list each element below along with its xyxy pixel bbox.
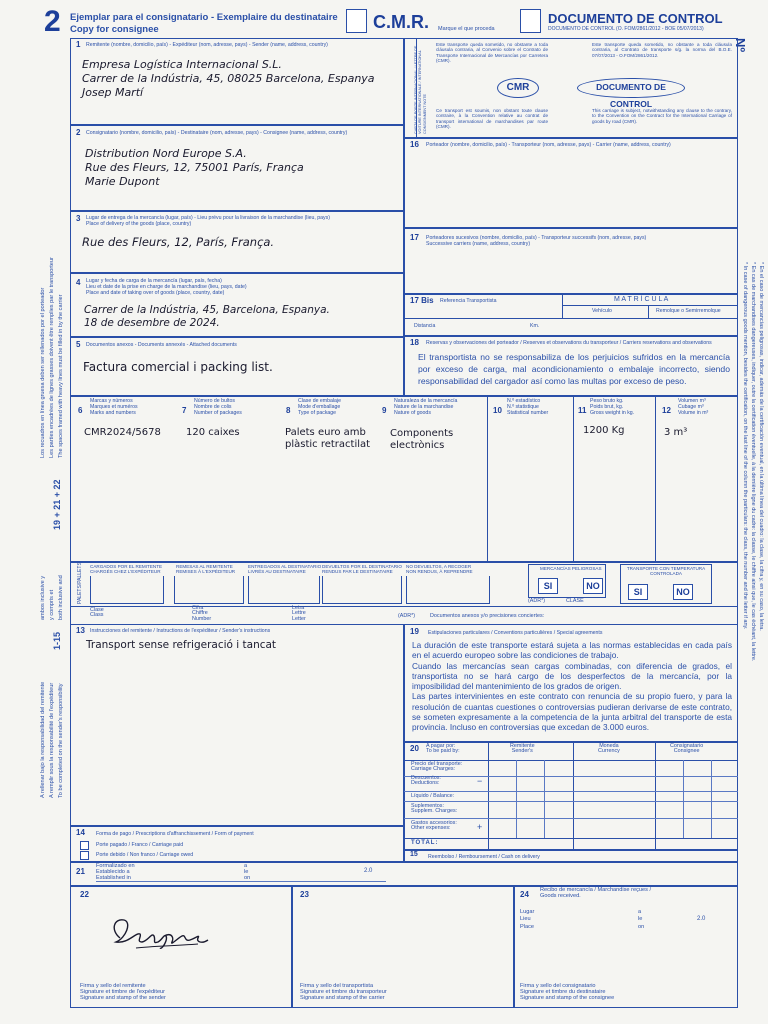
box18-number: 18 (410, 338, 419, 347)
box1-label: Remitente (nombre, domicilio, país) - Expéditeur (nom, adresse, pays) - Sender (name, address, country) (86, 42, 328, 48)
attached-docs-value[interactable]: Factura comercial i packing list. (83, 360, 273, 374)
box17-label: Porteadores sucesivos (nombre, domicilio, país) - Transporteur successifs (nom, adresse, pays) Successive carriers (name, address, country) (426, 235, 647, 247)
box17-number: 17 (410, 233, 419, 242)
volume-header: Volumen m³ Cubage m³ Volume in m³ (678, 398, 709, 416)
left-note-11: To be completed on the sender's responsibility (58, 683, 64, 798)
pallets-box-2[interactable] (174, 576, 244, 604)
box14-number: 14 (76, 828, 85, 837)
legal-vertical-text: CARTA DE PORTE INTERNACIONAL / LETTRE DE VOITURE INTERNATIONALE / INTERNATIONAL CONSIGNMENT NOTE (414, 45, 427, 134)
right-note-3: * In case of dangerous goods mention, besides the certification, on the last line of the column the particulars: the class, the number and the letter if any. (742, 262, 748, 630)
doc-subtitle: DOCUMENTO DE CONTROL (O. FOM/2861/2012 - BOE 05/07/2013) (548, 26, 704, 32)
weight-header: Peso bruto kg. Poids brut, kg. Gross weight in kg. (590, 398, 635, 416)
pallets-side-label: PALETS/PALLETS (77, 562, 83, 604)
doc-text-es: Este transporte queda sometido, no obstante a toda cláusula contraria, al Contrato de transporte s/g. la norma del B.O.E. 07/07/2013 - O.FOM/2861/2012. (592, 42, 732, 58)
number-label: Nº (733, 38, 748, 53)
pay-by-label: A pagar por: To be paid by: (426, 743, 460, 755)
row-carriage: Precio del transporte: Carriage Charges: (411, 761, 463, 773)
weight-value[interactable]: 1200 Kg (583, 425, 625, 436)
doc-badge: DOCUMENTO DE CONTROL (577, 78, 685, 98)
right-note-1: * En el caso de mercancías peligrosas, indicar, además de la certificación eventual, en la última línea del cuadro: la clase, la cifra y, en su caso, la letra. (758, 262, 764, 631)
distancia-label: Distancia (414, 323, 436, 329)
consignee-col-header: Consignatario Consignee (670, 743, 704, 755)
temperature-yes[interactable]: SI (628, 584, 648, 600)
box19-number: 19 (410, 627, 419, 636)
cmr-text-fr: Ce transport est soumis, non obstant toute clause contraire, à la Convention relative au contrat de transport international de marchandises par route (CMR). (436, 108, 548, 130)
row-total: TOTAL: (411, 840, 439, 846)
doc-checkbox[interactable] (520, 9, 541, 33)
hazard-label: MERCANCÍAS PELIGROSAS (540, 566, 602, 571)
marks-header: Marcas y números Marques et numéros Marks and numbers (90, 398, 138, 416)
left-note-9: A rellenar bajo la responsabilidad del remitente (40, 681, 46, 798)
currency-col-header: Moneda Currency (598, 743, 620, 755)
pallets-boxes: CARGADOS POR EL REMITENTE CHARGÉS CHEZ L'EXPÉDITEUR REMESAS AL REMITENTE REMISES À L'EXPÉDITEUR ENTREGADOS AL DESTINATARIO LIVRÉS AU DESTINATAIRE DEVUELTOS POR EL DESTINATARIO RENDUS PAR LE DESTINATAIRE NO DEVUELTOS, A RECOGER NON RENDUS, À REPRENDRE (88, 562, 508, 606)
carriage-owed-checkbox[interactable] (80, 851, 89, 860)
doc-title: DOCUMENTO DE CONTROL (548, 11, 723, 26)
hazard-adr: (ADR*) (528, 598, 546, 604)
taking-over-value[interactable]: Carrer de la Indústria, 45, Barcelona, Espanya. 18 de desembre de 2024. (84, 304, 330, 329)
box24-label: Recibo de mercancía / Marchandise reçues / Goods received. (540, 887, 651, 900)
temperature-no[interactable]: NO (673, 584, 693, 600)
nature-header: Naturaleza de la mercancía Nature de la marchandise Nature of goods (394, 398, 458, 416)
instructions-value[interactable]: Transport sense refrigeració i tancat (86, 639, 277, 651)
pallets-box-4[interactable] (322, 576, 402, 604)
delivery-value[interactable]: Rue des Fleurs, 12, París, França. (82, 235, 275, 249)
box21-label: Formalizado en Establecido a Established in (96, 863, 135, 882)
consignee-value[interactable]: Distribution Nord Europe S.A. Rue des Fleurs, 12, 75001 París, França Marie Dupont (85, 147, 304, 188)
left-note-5: ambos inclusive y (40, 575, 46, 620)
box17bis-label: Referencia Transportista (440, 298, 497, 304)
row-balance: Líquido / Balance: (411, 793, 455, 799)
hazard-no[interactable]: NO (583, 578, 603, 594)
box1-number: 1 (76, 40, 81, 49)
km-label: Km. (530, 323, 540, 329)
carriage-owed-label: Porte debido / Non franco / Carriage owed (96, 852, 194, 858)
sender-signature[interactable] (102, 908, 220, 954)
mark-hint: Marque el que proceda (438, 26, 495, 32)
statistical-header: N.º estadístico N.º statistique Statistical number (507, 398, 549, 416)
volume-value[interactable]: 3 m³ (664, 427, 688, 438)
packages-value[interactable]: 120 caixes (186, 427, 240, 438)
left-note-4: 19 + 21 + 22 (52, 479, 62, 530)
cmr-title: C.M.R. (373, 12, 429, 32)
left-note-1: Los recuadros en línea gruesa deben ser rellenados por el porteador (40, 287, 46, 458)
left-note-3: The spaces framed with heavy lines must be filled in by the carrier (58, 294, 64, 458)
box22-sig-label: Firma y sello del remitente Signature et timbre de l'expéditeur Signature and stamp of the sender (80, 983, 166, 1001)
box2-number: 2 (76, 128, 81, 137)
sender-col-header: Remitente Sender's (510, 743, 535, 755)
box24-year: 2.0 (697, 916, 706, 922)
box24-sig-label: Firma y sello del consignatario Signature et timbre du destinataire Signature and stamp of the consignee (520, 983, 615, 1001)
box17bis-number: 17 Bis (410, 296, 434, 305)
left-note-6: y compris et (49, 589, 55, 620)
box21-date-label: a le on (244, 863, 251, 882)
left-note-8: 1-15 (52, 631, 62, 650)
pallets-box-1[interactable] (90, 576, 164, 604)
box23-sig-label: Firma y sello del transportista Signature et timbre du transporteur Signature and stamp of the carrier (300, 983, 387, 1001)
carriage-paid-checkbox[interactable] (80, 841, 89, 850)
box20-number: 20 (410, 744, 419, 753)
box19-label: Estipulaciones particulares / Conventions particulières / Special agreements (428, 630, 603, 636)
temperature-label: TRANSPORTE CON TEMPERATURA CONTROLADA (626, 566, 706, 577)
box13-number: 13 (76, 626, 85, 635)
vehiculo-label: Vehículo (592, 308, 612, 314)
box4-label: Lugar y fecha de carga de la mercancía (lugar, país, fecha) Lieu et date de la prise en charge de la marchandise (lieu, pays, date) Place and date of taking over of goods (place, country, date) (86, 278, 247, 296)
box3-label: Lugar de entrega de la mercancía (lugar, país) - Lieu prévu pour la livraison de la marchandise (lieu, pays) Place of delivery of the goods (place, country) (86, 215, 330, 227)
cmr-checkbox[interactable] (346, 9, 367, 33)
cmr-text-es: Este transporte queda sometido, no obstante a toda cláusula contraria, al Convenio sobre el Contrato de Transporte Internacional de Mercancías por Carretera (CMR). (436, 42, 548, 64)
box15-number: 15 (410, 851, 418, 858)
left-note-2: Les parties encadrées de lignes grasses doivent être remplies par le transporteur (49, 257, 55, 458)
hazard-class: CLASE (566, 598, 584, 604)
sender-value[interactable]: Empresa Logística Internacional S.L. Carrer de la Indústria, 45, 08025 Barcelona, Espanya Josep Martí (82, 58, 375, 99)
box13-instructions (70, 624, 404, 826)
right-note-2: * En cas de marchandises dangereuses, indiquer, outre la certification éventuelle, à la dernière ligne du cadre: la classe, le chiffre ainsi que, le cas échéant, la lettre. (750, 262, 756, 662)
box21-year: 2.0 (364, 868, 373, 874)
packages-header: Número de bultos Nombre de colis Number of packages (194, 398, 242, 416)
box2-label: Consignatario (nombre, domicilio, país) - Destinataire (nom, adresse, pays) - Consignee (name, address, country) (86, 130, 348, 136)
copy-title-en: Copy for consignee (70, 24, 159, 35)
matricula-label: M A T R Í C U L A (614, 296, 669, 303)
remolque-label: Remolque o Semirremolque (656, 308, 721, 314)
box16-carrier (404, 138, 738, 228)
box5-label: Documentos anexos - Documents annexés - Attached documents (86, 342, 237, 348)
pallets-box-3[interactable] (248, 576, 320, 604)
hazard-yes[interactable]: SI (538, 578, 558, 594)
copy-number: 2 (44, 5, 61, 38)
row-deductions: Descuentos: Deductions: (411, 775, 441, 787)
left-note-7: both inclusive and (58, 575, 64, 620)
box24-number: 24 (520, 890, 529, 899)
box22-number: 22 (80, 890, 89, 899)
package-type-value[interactable]: Palets euro amb plàstic retractilat (285, 427, 371, 450)
cmr-badge: CMR (497, 78, 539, 98)
carriage-paid-label: Porte pagado / Franco / Carriage paid (96, 842, 184, 848)
box24-date-label: a le on (638, 909, 645, 930)
goods-table (70, 396, 738, 562)
box16-number: 16 (410, 140, 419, 149)
box5-number: 5 (76, 340, 81, 349)
left-note-10: A remplir sous la responsabilité de l'expéditeur (49, 682, 55, 798)
box3-number: 3 (76, 214, 81, 223)
doc-text-en: This carriage is subject, notwithstanding any clause to the contrary, to the Convention on the Contract for the International Carriage of goods by road (CMR). (592, 108, 732, 124)
box4-number: 4 (76, 278, 81, 287)
marks-value[interactable]: CMR2024/5678 (84, 427, 161, 438)
row-other: Gastos accesorios: Other expenses: (411, 820, 457, 832)
box24-place: Lugar Lieu Place (520, 909, 535, 930)
box23-number: 23 (300, 890, 309, 899)
box16-label: Porteador (nombre, domicilio, país) - Transporteur (nom, adresse, pays) - Carrier (name, address, country) (426, 142, 671, 148)
special-agreements-text: La duración de este transporte estará sujeta a las normas establecidas en cada país en el acuerdo europeo sobre las condiciones de trabajo. Cuando las mercancías sean cargas combinadas, con diferencia de grados, el transportista no se hará cargo de los desperfectos de la mercancía, por la imposibilidad del mantenimiento de los grados de origen. Las partes intervinientes en este contrato con renuncia de su propio fuero, y para la resolución de cuantas cuestiones o controversias pudieran derivarse de este contrato, se someten expresamente a la competencia de la junta arbitral del transporte de esta provincia. Incluso en controversias que excedan de 3.000 euros. (412, 640, 732, 733)
nature-value[interactable]: Components electrònics (390, 428, 454, 451)
pallets-box-5[interactable] (406, 576, 490, 604)
box21-number: 21 (76, 867, 85, 876)
package-type-header: Clase de embalaje Mode d'emballage Type of package (298, 398, 341, 416)
box14-label: Forma de pago / Prescriptions d'affranchissement / Form of payment (96, 831, 254, 837)
box21-established (70, 862, 738, 886)
box18-label: Reservas y observaciones del porteador / Reserves et observations du transporteur / Carriers reservations and observations (426, 340, 712, 346)
copy-title-es: Ejemplar para el consignatario - Exemplaire du destinataire (70, 12, 338, 23)
box13-label: Instrucciones del remitente / Instructions de l'expéditeur / Sender's instructions (90, 628, 271, 634)
reservations-text: El transportista no se responsabiliza de los perjuicios sufridos en la mercancía por exceso de carga, mal acondicionamiento o embalaje incorrecto, siendo responsabilidad del cargador así como las multas por exceso de peso. (418, 352, 730, 386)
row-supplements: Suplementos: Supplem. Charges: (411, 803, 458, 815)
box15-label: Reembolso / Remboursement / Cash on delivery (428, 854, 540, 860)
